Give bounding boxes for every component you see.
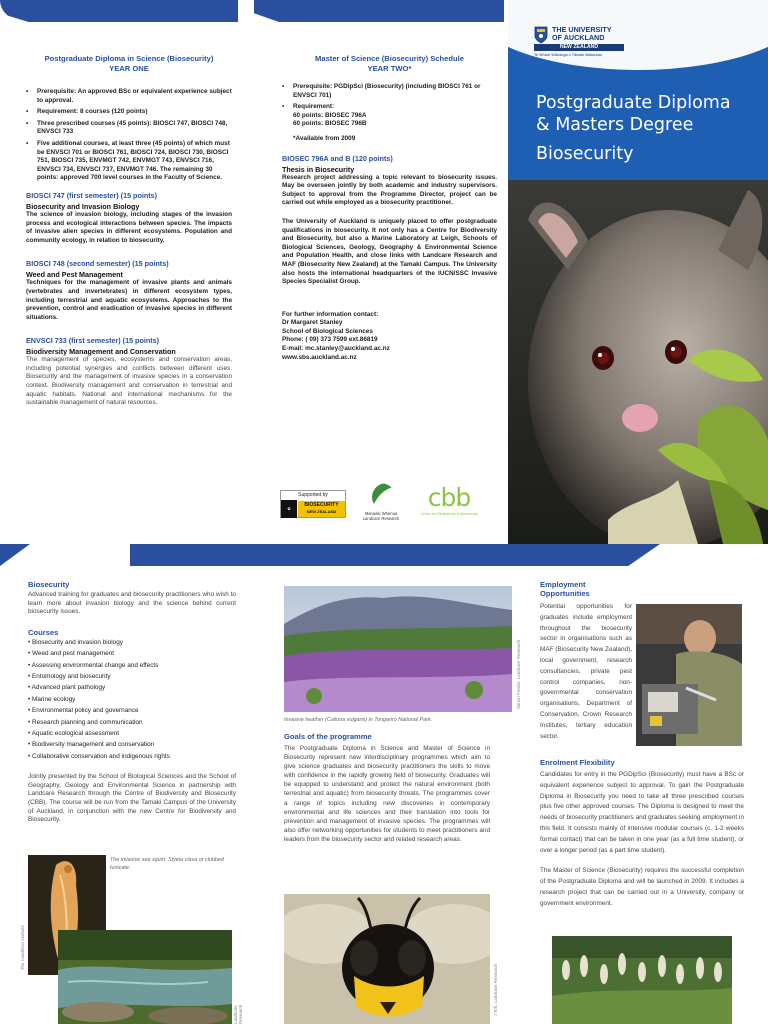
panel-year-two (282, 54, 497, 362)
list-item: • Five additional courses, at least three (45 points) of which must be ENVSCI 701 or BIOSCI 761, BIOSCI 724, BIOSCI 730, BIOSCI 751, BIOSCI 735, ENVMGT 742, ENVMGT 743, ENVSCI 716, ENVSCI 734, ENVSCI 737, ENVMGT 746. The remaining 30 points: approved 700 level courses in the Faculty of Science. (26, 140, 232, 183)
biosecurity-intro-text: Advanced training for graduates and biosecurity practitioners who wish to learn more about invasion biology and the science behind current biosecurity issues. (28, 591, 236, 616)
year-two-subheading: YEAR TWO* (367, 64, 412, 73)
list-item: • Biosecurity and invasion biology (28, 637, 236, 648)
logo-nz-text: NEW ZEALAND (306, 509, 337, 514)
list-item: • Three prescribed courses (45 points): BIOSCI 747, BIOSCI 748, ENVSCI 733 (26, 120, 232, 137)
heather-caption (284, 717, 512, 723)
year-one-heading: Postgraduate Diploma in Science (Biosecurity) (44, 54, 214, 63)
requirement-line: 60 points: BIOSEC 796B (293, 120, 367, 128)
list-item: • Prerequisite: PGDipSci (Biosecurity) (including BIOSCI 761 or ENVSCI 701) (282, 83, 497, 100)
course-title: BIOSCI 748 (second semester) (15 points) (26, 259, 169, 269)
course-title: BIOSCI 747 (first semester) (15 points) (26, 190, 158, 200)
university-nz-bar: NEW ZEALAND (534, 44, 624, 51)
course-subtitle: Biodiversity Management and Conservation (26, 347, 176, 357)
supported-by-text: Supported by (281, 491, 345, 499)
sea-squirt-caption (110, 856, 228, 872)
bottom-mid-tab (130, 544, 660, 566)
list-item: • Requirement: (282, 103, 497, 112)
year-one-bullets (26, 88, 232, 183)
enrolment-text: Candidates for entry in the PGDipSci (Biosecurity) must have a BSc or equivalent experience subject to approval. To gain the Postgraduate Diploma in Biosecurity you need to take all three prescribed courses plus five other approved courses. The Diploma is designed to meet the needs of biosecurity practitioners and graduates seeking employment in this field. It consists mainly of intensive modular courses (c. 1-2 weeks formal contact) that can be taken in one year (as a full time student), or over a longer period (as a part time student). (540, 771, 744, 854)
availability-note: *Available from 2009 (293, 134, 356, 142)
list-item: • Weed and pest management (28, 648, 236, 659)
researcher-photo (636, 604, 742, 746)
pampas-grass-photo (552, 936, 732, 1024)
wasp-credit: J Toft, Landcare Research (493, 964, 498, 1017)
list-item: • Aquatic ecological assessment (28, 728, 236, 739)
contact-line: Phone: ( 09) 373 7599 ext.86819 (282, 336, 378, 344)
msc-text: The Master of Science (Biosecurity) requires the successful completion of the Postgraduate Diploma and will be launched in 2009. It includes a research project that can be carried out in a University, company or government environment. (540, 867, 744, 907)
cover-title (536, 92, 731, 165)
biosecurity-title: Biosecurity (28, 580, 70, 589)
university-name-line1: THE UNIVERSITY (552, 25, 612, 34)
biosecurity-nz-mark (298, 501, 345, 517)
panel-enrolment (540, 758, 744, 910)
enrolment-title: Enrolment Flexibility (540, 758, 615, 767)
contact-line: For further information contact: (282, 310, 379, 318)
employment-title-line2: Opportunities (540, 589, 590, 598)
panel-year-one (26, 54, 232, 408)
panel-goals (284, 732, 490, 844)
landcare-text: Landcare Research (362, 516, 400, 521)
biosecurity-nz-logo (280, 490, 346, 518)
university-description: The University of Auckland is uniquely placed to offer postgraduate qualifications in biosecurity. It not only has a Centre for Biodiversity and Biosecurity, but also a Marine Laboratory at Leigh, Schools of Biological Sciences, Geology, Geography & Environmental Science and Population Health, and close links with Landcare Research and MAF (Biosecurity New Zealand) at the Tamaki Campus. The University also hosts the international headquarters of the IUCN/SSC Invasive Species Specialist Group. (282, 217, 497, 286)
river-credit: Landcare Research (233, 1004, 243, 1024)
caption-text: The invasive sea squirt, (110, 857, 169, 863)
list-item: • Advanced plant pathology (28, 682, 236, 693)
logo-biosecurity-text: BIOSECURITY (304, 502, 339, 508)
course-subtitle: Weed and Pest Management (26, 270, 123, 280)
contact-website[interactable]: www.sbs.auckland.ac.nz (282, 353, 357, 361)
contact-line: School of Biological Sciences (282, 327, 373, 335)
goals-title: Goals of the programme (284, 732, 372, 741)
course-description: The management of species, ecosystems and conservation areas, including potential synergies and conflicts between different uses. Biosecurity and the management of invasive species in a conservation context. Biodiversity management and conservation in terrestrial and aquatic habitats. National and international mechanisms for the sustainable management of natural resources. (26, 356, 232, 407)
university-logo (534, 26, 634, 62)
employment-text: Potential opportunities for graduates include employment throughout the biosecurity sector in organisations such as MAF (Biosecurity New Zealand), local government, research consultancies, private pest control companies, non-governmental conservation organisations, Department of Conservation, Crown Research Institutes, tertiary education sector. (540, 603, 632, 740)
requirement-lines (282, 112, 497, 144)
top-mid-tab (254, 0, 504, 22)
caption-text: Invasive heather ( (284, 717, 327, 723)
list-item: • Requirement: 8 courses (120 points) (26, 108, 232, 117)
courses-list (28, 637, 236, 762)
cover-title-line3: Biosecurity (536, 144, 634, 164)
course-description: Techniques for the management of invasive plants and animals (vertebrates and invertebrates) in different ecosystem types, including terrestrial and aquatic ecosystems. Approaches to the prevention, control and eradication of invasive species in different situations. (26, 279, 232, 321)
fern-icon: ✿ (281, 500, 297, 518)
heather-credit: Simon Fowler, Landcare Research (516, 640, 521, 710)
list-item: • Biodiversity management and conservation (28, 739, 236, 750)
university-name-line2: OF AUCKLAND (552, 33, 605, 42)
year-two-bullets (282, 83, 497, 112)
sea-squirt-credit: The Cawthron Institute (20, 925, 25, 971)
contact-email[interactable]: E-mail: mc.stanley@auckland.ac.nz (282, 345, 390, 353)
caption-text: or clubbed tunicate. (110, 857, 224, 871)
river-photo (58, 930, 232, 1024)
contact-block (282, 311, 497, 363)
wasp-photo (284, 894, 490, 1024)
course-description: The science of invasion biology, including stages of the invasion process and ecological interactions between species. The impacts of invasive alien species in different ecosystems. Population and community ecology, in relation to biosecurity. (26, 210, 232, 244)
year-two-heading: Master of Science (Biosecurity) Schedule (315, 54, 464, 63)
landcare-research-logo (356, 482, 406, 524)
goals-text: The Postgraduate Diploma in Science and Master of Science in Biosecurity represent new interdisciplinary programmes which aim to give science graduates and biosecurity practitioners the skills to move with confidence in the rapidly growing field of biosecurity. Graduates will be equipped to understand and protect the natural environment (both terrestrial and aquatic) from biosecurity threats. The programmes cover a range of topics including new discoveries in contemporary environmental and life sciences and their translation into tools for prevention and management of invasive species. The programmes will also offer networking opportunities for students to meet practitioners and leaders from the biosecurity sector and related research areas. (284, 745, 490, 843)
cover-title-line2: & Masters Degree (536, 115, 694, 135)
cover-panel (508, 0, 768, 544)
course-title: ENVSCI 733 (first semester) (15 points) (26, 336, 160, 346)
cbb-logo-subtext: Centre for Biodiversity & Biosecurity (420, 512, 478, 516)
list-item: • Environmental policy and governance (28, 705, 236, 716)
cbb-logo (414, 484, 484, 522)
university-crest-icon (534, 26, 548, 44)
requirement-line: 60 points: BIOSEC 796A (293, 111, 367, 119)
list-item: • Prerequisite: An approved BSc or equivalent experience subject to approval. (26, 88, 232, 105)
caption-species: Calluna vulgaris (326, 717, 366, 723)
top-left-tab (0, 0, 238, 22)
possum-photo (508, 180, 768, 544)
thesis-description: Research project addressing a topic relevant to biosecurity issues. May be overseen jointly by both academic and industry supervisors. Subject to approval from the Programme Director, project can be carried out while employed as a biosecurity practitioner. (282, 173, 497, 207)
cbb-logo-text: cbb (427, 483, 471, 512)
list-item: • Research planning and communication (28, 717, 236, 728)
heather-photo (284, 586, 512, 712)
joint-presentation-text: Jointly presented by the School of Biological Sciences and the School of Geography, Geology and Environmental Science in partnership with Landcare Research through the Centre of Biodiversity and Biosecurity (CBB). The course will be run from the Tamaki Campus of the University of Auckland, in conjunction with the new Centre for Biodiversity and Biosecurity. (28, 773, 236, 824)
panel-employment (540, 580, 632, 742)
panel-biosecurity-intro (28, 580, 236, 825)
year-one-subheading: YEAR ONE (109, 64, 149, 73)
courses-title: Courses (28, 627, 59, 637)
thesis-title: BIOSEC 796A and B (120 points) (282, 153, 393, 163)
cover-title-line1: Postgraduate Diploma (536, 93, 731, 113)
list-item: • Collaborative conservation and indigenous rights (28, 751, 236, 762)
contact-line: Dr Margaret Stanley (282, 319, 343, 327)
university-maori-name: Te Whare Wānanga o Tāmaki Makaurau (534, 53, 603, 57)
thesis-subtitle: Thesis in Biosecurity (282, 164, 355, 174)
caption-species: Styela clava (168, 857, 198, 863)
landcare-maori-text: Manaaki Whenua (364, 511, 398, 516)
caption-text: ) in Tongariro National Park. (365, 717, 433, 723)
landcare-leaf-icon (368, 482, 394, 506)
list-item: • Marine ecology (28, 694, 236, 705)
bottom-left-tab (0, 544, 30, 566)
list-item: • Assessing environmental change and effects (28, 660, 236, 671)
course-subtitle: Biosecurity and Invasion Biology (26, 201, 140, 211)
list-item: • Entomology and biosecurity (28, 671, 236, 682)
employment-title-line1: Employment (540, 580, 586, 589)
